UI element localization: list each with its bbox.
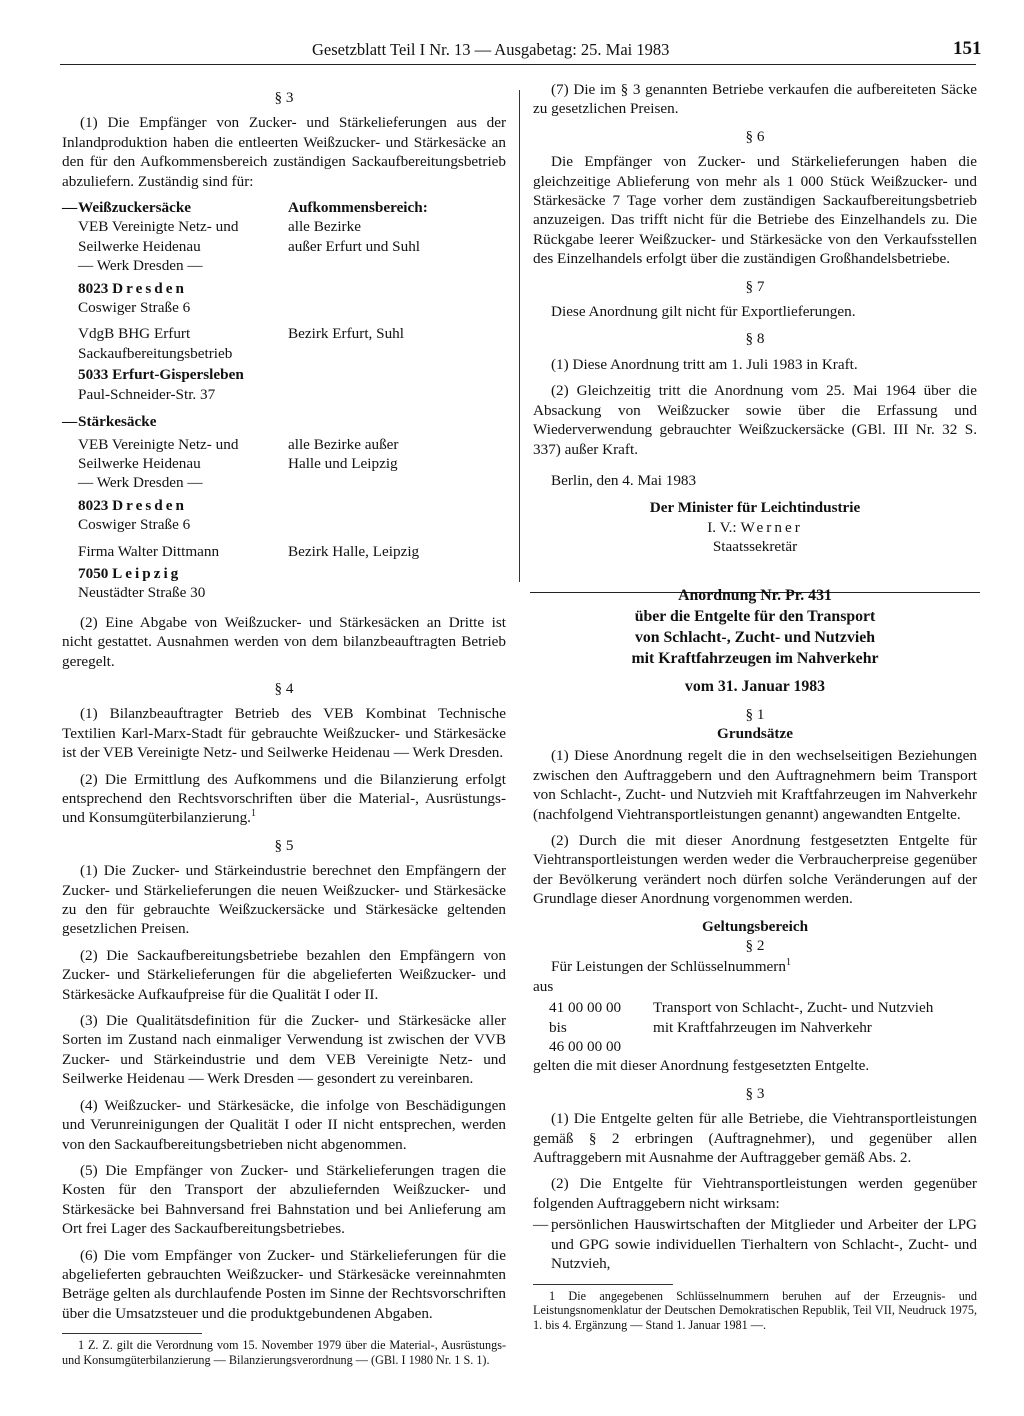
paragraph: (2) Gleichzeitig tritt die Anordnung vom 25. Mai 1964 über die Absackung von Weißzucker sowie über die Erfassung und Wiederverwendung gebrauchter Weißzuckersäcke (GBl. III Nr. 32 S. 337) außer Kraft. bbox=[533, 382, 977, 458]
list-item: VdgB BHG Erfurt Sackaufbereitungsbetrieb 5033 Erfurt-Gispersleben Paul-Schneider-Str. 37 Bezirk Erfurt, Suhl bbox=[78, 325, 404, 403]
signature-title: Der Minister für Leichtindustrie bbox=[649, 499, 861, 517]
paragraph: (6) Die vom Empfänger von Zucker- und Stärkelieferungen für die abgelieferten gebrauchten Weißzucker- und Stärkesäcke vereinnahmten Beträge gelten als durchlaufende Posten im Sinne der Rechtsvorschriften über die Umsatzsteuer und die produktgebundenen Abgaben. bbox=[62, 1246, 506, 1322]
paragraph: (1) Die Zucker- und Stärkeindustrie berechnet den Empfängern der Zucker- und Stärkelieferungen die neuen Weißzucker- und Stärkesäcke zu den für gebrauchte Weißzuckersäcke und Stärkesäcke geltenden gesetzlichen Preisen. bbox=[62, 862, 506, 938]
paragraph: (1) Die Empfänger von Zucker- und Stärkelieferungen aus der Inlandproduktion haben die entleerten Weißzucker- und Stärkesäcke an den für den Aufkommensbereich zuständigen Sackaufbereitungsbetrieb abzuliefern. Zuständig sind für: bbox=[62, 114, 506, 190]
paragraph: (4) Weißzucker- und Stärkesäcke, die infolge von Beschädigungen und Verunreinigungen der Qualität I oder II nicht entsprechen, werden von den Sackaufbereitungsbetrieben nicht abgenommen. bbox=[62, 1096, 506, 1153]
signature-line: I. V.: Werner bbox=[707, 518, 803, 536]
paragraph: (2) Die Ermittlung des Aufkommens und die Bilanzierung erfolgt entsprechend den Rechtsvorschriften über die Material-, Ausrüstungs- und Konsumgüterbilanzierung.$^1$ bbox=[62, 770, 506, 827]
paragraph: (2) Die Sackaufbereitungsbetriebe bezahlen den Empfängern von Zucker- und Stärkelieferungen für die abgelieferten Weißzucker- und Stärkesäcke Aufkaufpreise für die Qualität I oder II. bbox=[62, 946, 506, 1003]
paragraph: (5) Die Empfänger von Zucker- und Stärkelieferungen tragen die Kosten für den Transport der abzuliefernden Weißzucker- und Stärkesäcke bei Bahnversand frei Bahnstation und bei Anlieferung am Ort frei Lager des Sackaufbereitungsbetriebes. bbox=[62, 1161, 506, 1238]
signature-name: Werner bbox=[740, 518, 803, 536]
paragraph: (3) Die Qualitätsdefinition für die Zucker- und Stärkesäcke aller Sorten im Zustand nach einmaliger Verwendung ist zwischen der VVB Zucker- und Stärkeindustrie und dem VEB Vereinigte Netz- und Seilwerke Heidenau — Werk Dresden — gesondert zu vereinbaren. bbox=[62, 1012, 506, 1088]
table-header: — Stärkesäcke bbox=[62, 412, 506, 431]
code-range: 41 00 00 00 bis 46 00 00 00 Transport von Schlacht-, Zucht- und Nutzvieh mit Kraftfahrzeugen im Nahverkehr bbox=[549, 999, 934, 1056]
section-heading: § 2 bbox=[745, 937, 765, 954]
paragraph: gelten die mit dieser Anordnung festgesetzten Entgelte. bbox=[533, 1057, 870, 1075]
paragraph: Die Empfänger von Zucker- und Stärkelieferungen haben die gleichzeitige Ablieferung von mehr als 1 000 Stück Weißzucker- und Stärkesäcke 7 Tage vorher dem zuständigen Sackaufbereitungsbetrieb anzuzeigen. Das trifft nicht für die Betriebe des Einzelhandels zu. Die Rückgabe leerer Weißzucker- und Stärkesäcke von den Verkaufsstellen des Einzelhandels erfolgt über die zuständigen Großhandelsbetriebe. bbox=[533, 153, 977, 268]
section-subtitle: Grundsätze bbox=[717, 724, 793, 742]
left-column bbox=[62, 80, 506, 1374]
footnote: 1 Die angegebenen Schlüsselnummern beruhen auf der Erzeugnis- und Leistungsnomenklatur der Deutschen Demokratischen Republik, Teil VII, Neudruck 1975, 1. bis 4. Ergänzung — Stand 1. Januar 1981 —. bbox=[533, 1288, 977, 1332]
footnote-ref: 1 bbox=[250, 808, 256, 820]
section-heading: § 3 bbox=[745, 1084, 765, 1102]
paragraph: (1) Diese Anordnung tritt am 1. Juli 1983 in Kraft. bbox=[551, 355, 858, 373]
section-heading: § 8 bbox=[745, 330, 765, 348]
column-head-right: Aufkommensbereich: bbox=[288, 199, 428, 217]
header-rule bbox=[60, 64, 976, 65]
date-line: Berlin, den 4. Mai 1983 bbox=[551, 471, 697, 489]
section-heading: § 4 bbox=[274, 679, 294, 697]
section-heading: § 3 bbox=[274, 89, 294, 106]
gazette-title: Gesetzblatt Teil I Nr. 13 — Ausgabetag: 25. Mai 1983 bbox=[312, 40, 670, 59]
list-item: VEB Vereinigte Netz- und Seilwerke Heidenau — Werk Dresden — 8023 Dresden Coswiger Straße 6 alle Bezirke außer Erfurt und Suhl bbox=[78, 218, 421, 317]
paragraph: Für Leistungen der Schlüsselnummern$^1$ bbox=[551, 957, 791, 976]
ordinance-title: Anordnung Nr. Pr. 431 über die Entgelte für den Transport von Schlacht-, Zucht- und Nutzvieh mit Kraftfahrzeugen im Nahverkehr vom 31. Januar 1983 bbox=[533, 585, 977, 697]
paragraph: (7) Die im § 3 genannten Betriebe verkaufen die aufbereiteten Säcke zu gesetzlichen Preisen. bbox=[533, 81, 977, 118]
footnote-rule bbox=[62, 1333, 202, 1334]
footnote: 1 Z. Z. gilt die Verordnung vom 15. November 1979 über die Material-, Ausrüstungs- und Konsumgüterbilanzierung — Bilanzierungsverordnung — (GBl. I 1980 Nr. 1 S. 1). bbox=[62, 1338, 506, 1367]
column-head-left: Weißzuckersäcke bbox=[78, 199, 192, 217]
paragraph: (1) Die Entgelte gelten für alle Betriebe, die Viehtransportleistungen gemäß § 2 erbringen (Auftragnehmer), und gegenüber allen Auftraggebern mit Ausnahme der Auftraggeber gemäß Abs. 2. bbox=[533, 1110, 977, 1167]
list-item: — persönlichen Hauswirtschaften der Mitglieder und Arbeiter der LPG und GPG sowie individuellen Tierhaltern von Schlacht-, Zucht- und Nutzvieh, bbox=[533, 1216, 977, 1273]
paragraph: (2) Durch die mit dieser Anordnung festgesetzten Entgelte für Viehtransportleistungen werden weder die Verbraucherpreise gegenüber der Bevölkerung verändert noch dürfen solche Veränderungen auf der Grundlage dieser Anordnung vorgenommen werden. bbox=[533, 831, 977, 908]
page-header bbox=[0, 30, 1024, 60]
paragraph: (1) Diese Anordnung regelt die in den wechselseitigen Beziehungen zwischen den Auftraggebern und den Auftragnehmern beim Transport von Schlacht-, Zucht- und Nutzvieh mit Kraftfahrzeugen im Nahverkehr (nachfolgend Viehtransportleistungen genannt) angewandten Entgelte. bbox=[533, 747, 977, 823]
table-header: — Weißzuckersäcke Aufkommensbereich: bbox=[62, 199, 428, 217]
page-number: 151 bbox=[953, 38, 982, 59]
column-divider bbox=[519, 90, 520, 582]
section-heading: § 6 bbox=[745, 127, 765, 145]
section-heading: § 1 bbox=[745, 705, 765, 723]
footnote-ref: 1 bbox=[785, 957, 791, 969]
paragraph: (1) Bilanzbeauftragter Betrieb des VEB Kombinat Technische Textilien Karl-Marx-Stadt für gebrauchte Weißzucker- und Stärkesäcke ist der VEB Vereinigte Netz- und Seilwerke Heidenau — Werk Dresden. bbox=[62, 705, 506, 762]
paragraph: (2) Eine Abgabe von Weißzucker- und Stärkesäcken an Dritte ist nicht gestattet. Ausnahmen werden von dem bilanzbeauftragten Betrieb geregelt. bbox=[62, 613, 506, 670]
footnote-rule bbox=[533, 1284, 673, 1285]
column-head-left: Stärkesäcke bbox=[78, 413, 157, 431]
list-item: VEB Vereinigte Netz- und Seilwerke Heidenau — Werk Dresden — 8023 Dresden Coswiger Straße 6 alle Bezirke außer Halle und Leipzig bbox=[78, 435, 399, 534]
list-item: Firma Walter Dittmann 7050 Leipzig Neustädter Straße 30 Bezirk Halle, Leipzig bbox=[78, 542, 420, 602]
signature-role: Staatssekretär bbox=[712, 538, 798, 556]
right-column: (7) Die im § 3 genannten Betriebe verkaufen die aufbereiteten Säcke zu gesetzlichen Preisen. § 6 Die Empfänger von Zucker- und Stärkelieferungen haben die gleichzeitige Ablieferung von mehr als 1 000 Stück Weißzucker- und Stärkesäcke 7 Tage vorher dem zuständigen Sackaufbereitungsbetrieb anzuzeigen. Das trifft nicht für die Betriebe des Einzelhandels zu. Die Rückgabe leerer Weißzucker- und Stärkesäcke von den Verkaufsstellen des Einzelhandels erfolgt über die zuständigen Großhandelsbetriebe. § 7 Diese Anordnung gilt nicht für Exportlieferungen. § 8 (1) Diese Anordnung tritt am 1. Juli 1983 in Kraft. (2) Gleichzeitig tritt die Anordnung vom 25. Mai 1964 über die Absackung von Weißzucker sowie über die Erfassung und Wiederverwendung gebrauchter Weißzuckersäcke (GBl. III Nr. 32 S. 337) außer Kraft. Berlin, den 4. Mai 1983 Der Minister für Leichtindustrie I. V.: Werner Staatssekretär Anordnung Nr. Pr. 431 über die Entgelte für den Transport von Schlacht-, Zucht- und Nutzvieh mit Kraftfahrzeugen im Nahverkehr vom 31. Januar 1983 § 1 Grundsätze (1) Diese Anordnung regelt die in den wechselseitigen Beziehungen zwischen den Auftraggebern und den Auftragnehmern beim Transport von Schlacht-, Zucht- und Nutzvieh mit Kraftfahrzeugen im Nahverkehr (nachfolgend Viehtransportleistungen genannt) angewandten Entgelte. (2) Durch die mit dieser Anordnung festgesetzten Entgelte für Viehtransportleistungen werden weder die Verbraucherpreise gegenüber der Bevölkerung verändert noch dürfen solche Veränderungen auf der Grundlage dieser Anordnung vorgenommen werden. Geltungsbereich § 2 Für Leistungen der Schlüsselnummern$^1$ aus 41 00 00 00 bis 46 00 00 00 Transport von Schlacht-, Zucht- und Nutzvieh mit Kraftfahrzeugen im Nahverkehr gelten die mit dieser Anordnung festgesetzten Entgelte. § 3 (1) Die Entgelte gelten für alle Betriebe, die Viehtransportleistungen gemäß § 2 erbringen (Auftragnehmer), und gegenüber allen Auftraggebern mit Ausnahme der Auftraggeber gemäß Abs. 2. (2) Die Entgelte für Viehtransportleistungen werden gegenüber folgenden Auftraggebern nicht wirksam: — persönlichen Hauswirtschaften der Mitglieder und Arbeiter der LPG und GPG sowie individuellen Tierhaltern von Schlacht-, Zucht- und Nutzvieh, 1 Die angegebenen Schlüsselnummern beruhen auf der Erzeugnis- und Leistungsnomenklatur der Deutschen Demokratischen Republik, Teil VII, Neudruck 1975, 1. bis 4. Ergänzung — Stand 1. Januar 1981 —. bbox=[533, 81, 977, 1332]
section-heading: § 7 bbox=[745, 277, 765, 295]
ordinance-date: vom 31. Januar 1983 bbox=[684, 677, 826, 695]
section-subtitle: Geltungsbereich bbox=[701, 917, 809, 935]
paragraph: Diese Anordnung gilt nicht für Exportlieferungen. bbox=[551, 303, 856, 321]
section-heading: § 5 bbox=[274, 836, 294, 854]
paragraph: (2) Die Entgelte für Viehtransportleistungen werden gegenüber folgenden Auftraggebern nicht wirksam: bbox=[533, 1175, 977, 1212]
